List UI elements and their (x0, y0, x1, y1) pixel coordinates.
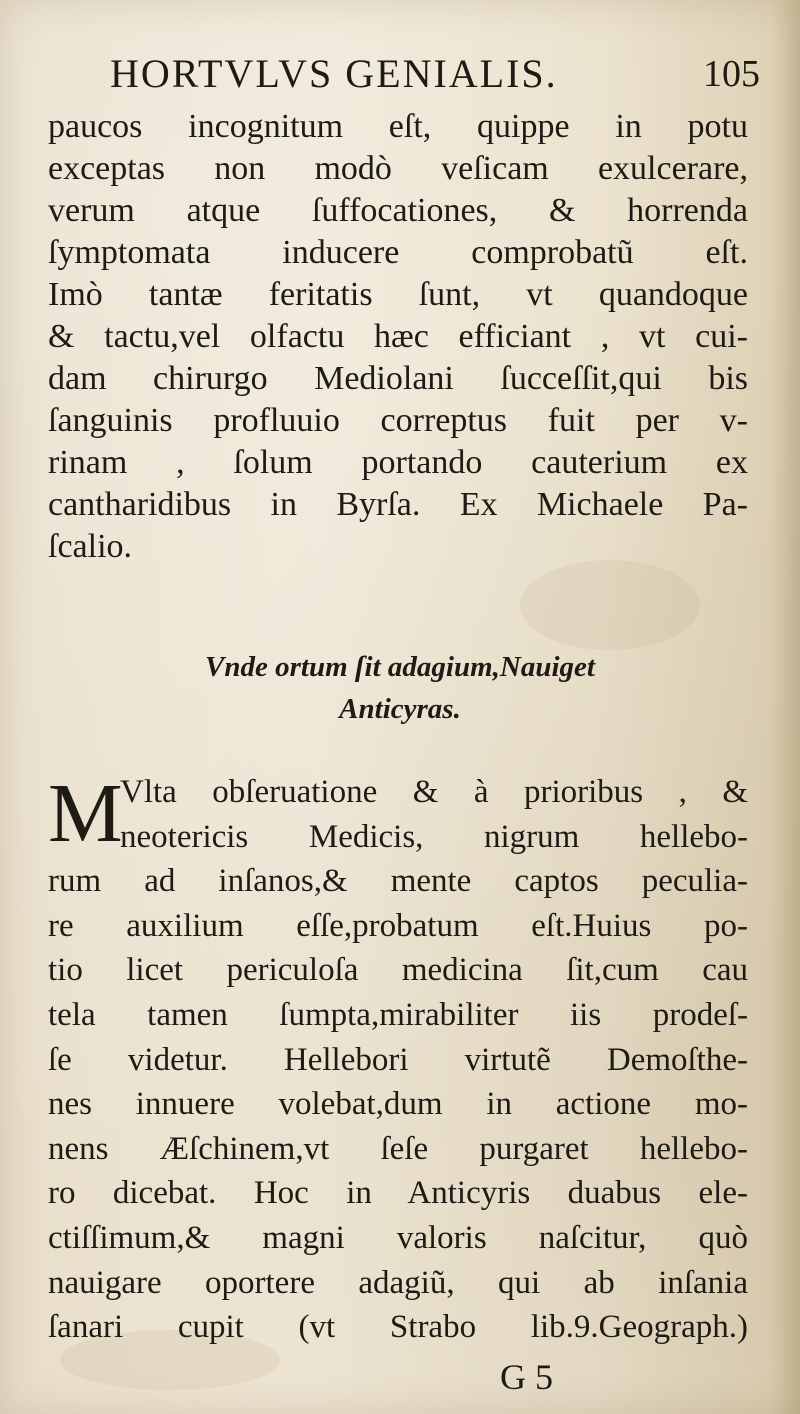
text-line: tio licet periculoſa medicina ſit,cum cau (48, 952, 748, 989)
text-line: ſe videtur. Hellebori virtutẽ Demoſthe- (48, 1041, 748, 1078)
running-title: HORTVLVS GENIALIS. (110, 51, 558, 96)
text-line: exceptas non modò veſicam exulcerare, (48, 150, 748, 187)
paper-stain (520, 560, 700, 650)
text-line: ſanari cupit (vt Strabo lib.9.Geograph.) (48, 1309, 748, 1346)
text-line: Imò tantæ feritatis ſunt, vt quandoque (48, 276, 748, 313)
page-number: 105 (703, 53, 760, 95)
text-line: ctiſſimum,& magni valoris naſcitur, quò (48, 1219, 748, 1256)
text-line: neotericis Medicis, nigrum hellebo- (120, 818, 748, 855)
page-header (110, 44, 760, 104)
text-line: & tactu,vel olfactu hæc efficiant , vt cui- (48, 318, 748, 355)
drop-cap: M (48, 767, 123, 860)
text-line: Vlta obſeruatione & à prioribus , & (120, 774, 748, 810)
text-line: rinam , ſolum portando cauterium ex (48, 444, 748, 481)
text-line: ſanguinis profluuio correptus fuit per v- (48, 402, 748, 439)
text-line: cantharidibus in Byrſa. Ex Michaele Pa- (48, 486, 748, 523)
text-line: tela tamen ſumpta,mirabiliter iis prodeſ- (48, 996, 748, 1033)
text-line: ro dicebat. Hoc in Anticyris duabus ele- (48, 1175, 748, 1212)
text-line: nes innuere volebat,dum in actione mo- (48, 1086, 748, 1123)
text-line: nens Æſchinem,vt ſeſe purgaret hellebo- (48, 1130, 748, 1167)
text-line: ſcalio. (48, 528, 133, 565)
section-heading-line: Anticyras. (339, 693, 461, 725)
paragraph-1 (48, 106, 748, 568)
text-line: verum atque ſuffocationes, & horrenda (48, 192, 748, 229)
page-footer (500, 1354, 600, 1404)
text-line: paucos incognitum eſt, quippe in potu (48, 108, 748, 145)
section-heading (100, 646, 700, 730)
text-line: re auxilium eſſe,probatum eſt.Huius po- (48, 907, 748, 944)
text-line: nauigare oportere adagiũ, qui ab inſania (48, 1264, 748, 1301)
text-line: ſymptomata inducere comprobatũ eſt. (48, 234, 748, 271)
text-line: rum ad inſanos,& mente captos peculia- (48, 863, 748, 900)
section-heading-line: Vnde ortum ſit adagium,Nauiget (205, 651, 595, 683)
text-line: dam chirurgo Mediolani ſucceſſit,qui bis (48, 360, 748, 397)
page-edge-shadow (772, 0, 800, 1414)
signature-mark: G 5 (500, 1357, 553, 1397)
paragraph-2 (48, 767, 748, 1350)
